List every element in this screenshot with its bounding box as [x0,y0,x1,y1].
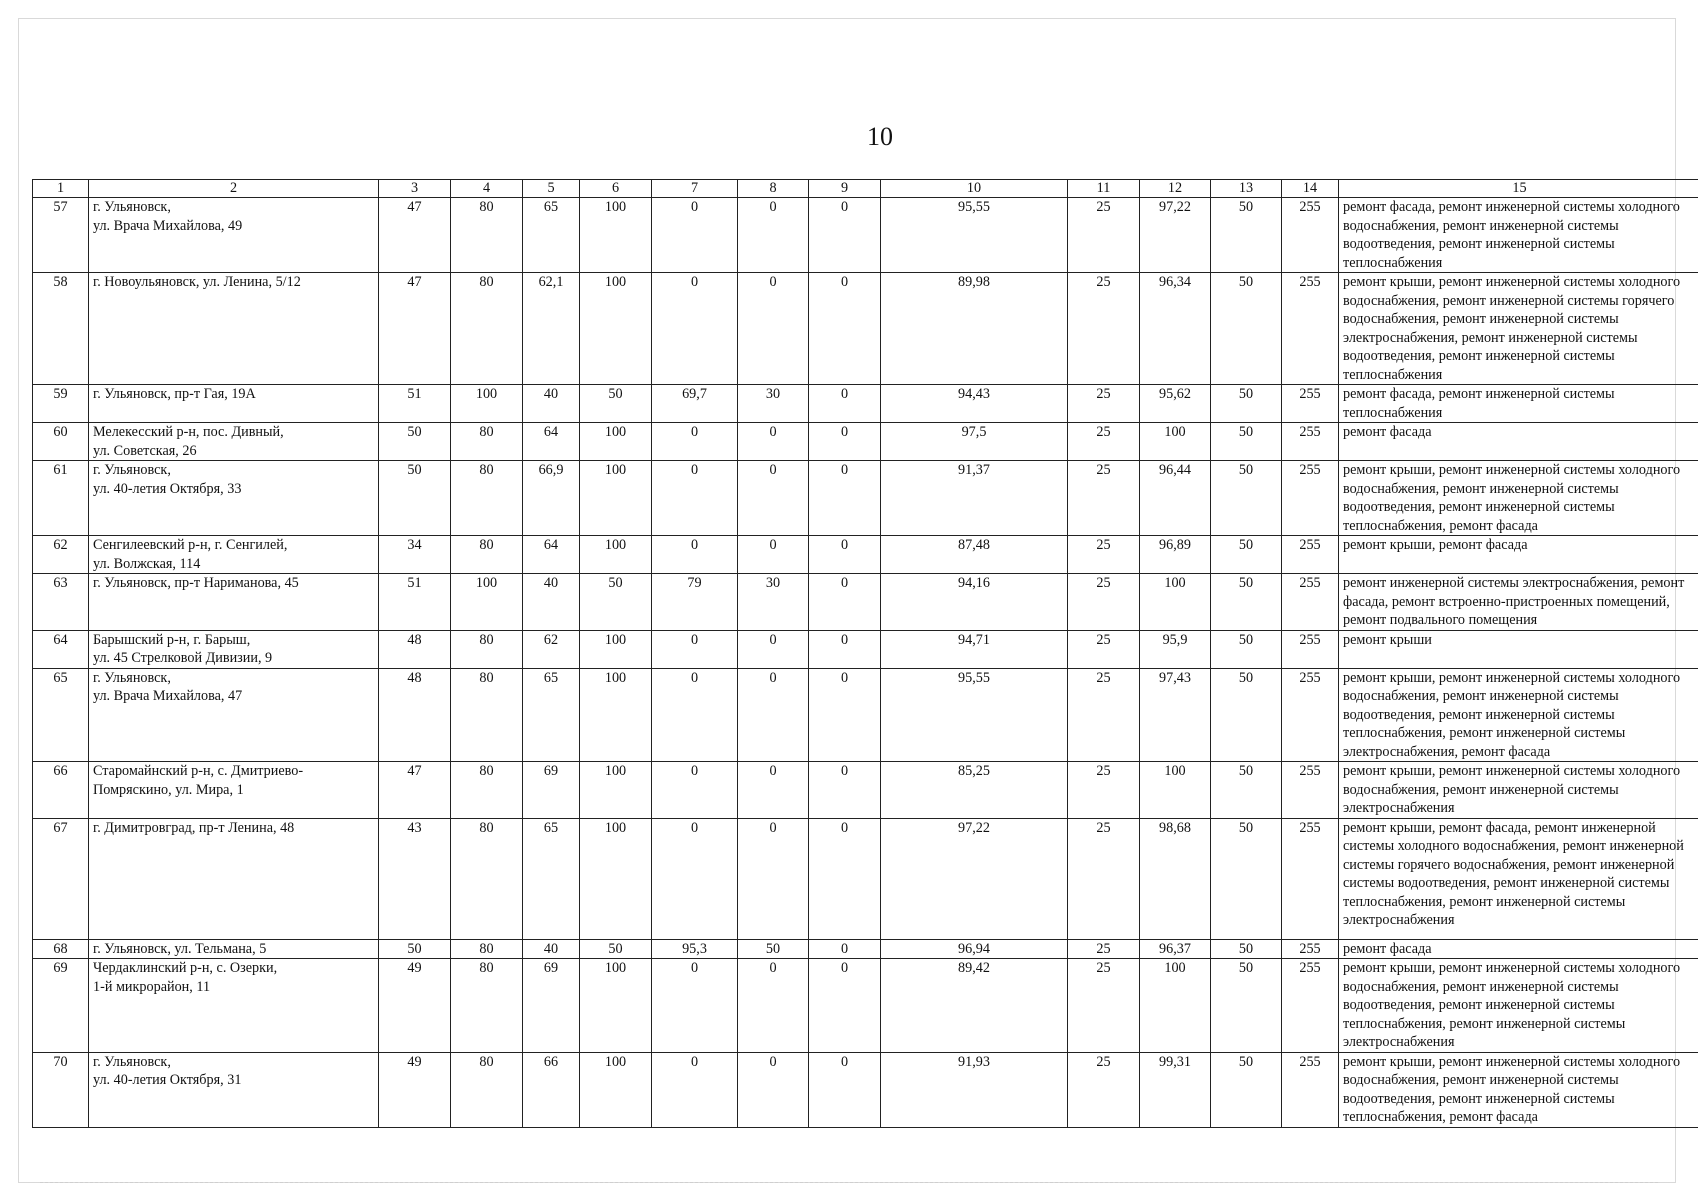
col12-cell: 99,31 [1140,1052,1211,1127]
col10-cell: 95,55 [881,198,1068,273]
col3-cell: 50 [379,423,451,461]
col3-cell: 47 [379,273,451,385]
col11-cell: 25 [1068,959,1140,1053]
col14-cell: 255 [1282,385,1339,423]
col4-cell: 80 [451,939,523,959]
col3-cell: 51 [379,385,451,423]
col5-cell: 66 [523,1052,580,1127]
col3-cell: 47 [379,762,451,819]
col8-cell: 0 [738,668,809,762]
column-header: 8 [738,180,809,198]
address-cell: Сенгилеевский р-н, г. Сенгилей, ул. Волжская, 114 [89,536,379,574]
col6-cell: 100 [580,1052,652,1127]
col8-cell: 0 [738,198,809,273]
col12-cell: 100 [1140,574,1211,631]
col13-cell: 50 [1211,630,1282,668]
column-header: 1 [33,180,89,198]
col9-cell: 0 [809,273,881,385]
col13-cell: 50 [1211,461,1282,536]
col7-cell: 0 [652,536,738,574]
address-cell: Чердаклинский р-н, с. Озерки, 1-й микрорайон, 11 [89,959,379,1053]
col9-cell: 0 [809,818,881,939]
col11-cell: 25 [1068,762,1140,819]
col11-cell: 25 [1068,1052,1140,1127]
col13-cell: 50 [1211,959,1282,1053]
col4-cell: 80 [451,959,523,1053]
col5-cell: 62,1 [523,273,580,385]
col10-cell: 97,22 [881,818,1068,939]
col11-cell: 25 [1068,668,1140,762]
col14-cell: 255 [1282,668,1339,762]
col11-cell: 25 [1068,385,1140,423]
col11-cell: 25 [1068,273,1140,385]
row-number-cell: 65 [33,668,89,762]
col13-cell: 50 [1211,668,1282,762]
col9-cell: 0 [809,959,881,1053]
col4-cell: 80 [451,762,523,819]
column-header: 6 [580,180,652,198]
column-header: 15 [1339,180,1698,198]
col6-cell: 100 [580,668,652,762]
column-header: 13 [1211,180,1282,198]
col5-cell: 40 [523,385,580,423]
table-row [33,818,1698,939]
col12-cell: 96,34 [1140,273,1211,385]
col9-cell: 0 [809,668,881,762]
col8-cell: 50 [738,939,809,959]
col4-cell: 100 [451,574,523,631]
table-row [33,668,1698,762]
col9-cell: 0 [809,630,881,668]
col13-cell: 50 [1211,198,1282,273]
col10-cell: 97,5 [881,423,1068,461]
col4-cell: 80 [451,198,523,273]
col10-cell: 87,48 [881,536,1068,574]
col10-cell: 91,93 [881,1052,1068,1127]
table-row [33,273,1698,385]
table-row [33,198,1698,273]
col6-cell: 100 [580,536,652,574]
col12-cell: 96,89 [1140,536,1211,574]
col13-cell: 50 [1211,939,1282,959]
address-cell: г. Ульяновск, пр-т Гая, 19А [89,385,379,423]
col12-cell: 100 [1140,762,1211,819]
col10-cell: 94,71 [881,630,1068,668]
col8-cell: 0 [738,461,809,536]
works-cell: ремонт крыши, ремонт инженерной системы холодного водоснабжения, ремонт инженерной системы горячего водоснабжения, ремонт инженерной системы электроснабжения, ремонт инженерной системы водоотведения, ремонт инженерной системы теплоснабжения [1339,273,1698,385]
col3-cell: 50 [379,461,451,536]
col14-cell: 255 [1282,536,1339,574]
col11-cell: 25 [1068,630,1140,668]
col10-cell: 94,43 [881,385,1068,423]
col6-cell: 100 [580,423,652,461]
col3-cell: 34 [379,536,451,574]
col8-cell: 0 [738,423,809,461]
table-row [33,1052,1698,1127]
col7-cell: 95,3 [652,939,738,959]
col8-cell: 30 [738,385,809,423]
column-header: 5 [523,180,580,198]
column-header: 3 [379,180,451,198]
col13-cell: 50 [1211,536,1282,574]
page-number: 10 [867,122,893,151]
col5-cell: 69 [523,762,580,819]
column-header: 12 [1140,180,1211,198]
address-cell: г. Ульяновск, ул. 40-летия Октября, 31 [89,1052,379,1127]
col12-cell: 100 [1140,423,1211,461]
col4-cell: 80 [451,461,523,536]
col11-cell: 25 [1068,198,1140,273]
col10-cell: 85,25 [881,762,1068,819]
table-row [33,959,1698,1053]
col6-cell: 100 [580,273,652,385]
row-number-cell: 61 [33,461,89,536]
col11-cell: 25 [1068,939,1140,959]
col4-cell: 80 [451,536,523,574]
col14-cell: 255 [1282,762,1339,819]
col7-cell: 0 [652,762,738,819]
works-cell: ремонт крыши, ремонт инженерной системы холодного водоснабжения, ремонт инженерной системы водоотведения, ремонт инженерной системы теплоснабжения, ремонт фасада [1339,1052,1698,1127]
table-row [33,939,1698,959]
address-cell: г. Ульяновск, ул. Врача Михайлова, 49 [89,198,379,273]
col4-cell: 80 [451,630,523,668]
table-body [33,198,1698,1128]
col12-cell: 97,22 [1140,198,1211,273]
table-row [33,762,1698,819]
col6-cell: 100 [580,818,652,939]
col5-cell: 40 [523,574,580,631]
address-cell: Старомайнский р-н, с. Дмитриево- Помряскино, ул. Мира, 1 [89,762,379,819]
col8-cell: 0 [738,1052,809,1127]
works-cell: ремонт крыши, ремонт инженерной системы холодного водоснабжения, ремонт инженерной системы электроснабжения [1339,762,1698,819]
col14-cell: 255 [1282,423,1339,461]
address-cell: г. Ульяновск, ул. Врача Михайлова, 47 [89,668,379,762]
col12-cell: 98,68 [1140,818,1211,939]
col12-cell: 100 [1140,959,1211,1053]
col8-cell: 0 [738,273,809,385]
address-cell: г. Ульяновск, пр-т Нариманова, 45 [89,574,379,631]
col6-cell: 50 [580,574,652,631]
address-cell: г. Ульяновск, ул. Тельмана, 5 [89,939,379,959]
works-cell: ремонт крыши, ремонт инженерной системы холодного водоснабжения, ремонт инженерной системы водоотведения, ремонт инженерной системы теплоснабжения, ремонт инженерной системы электроснабжения, ремонт фасада [1339,668,1698,762]
col10-cell: 89,42 [881,959,1068,1053]
col12-cell: 97,43 [1140,668,1211,762]
works-cell: ремонт фасада, ремонт инженерной системы теплоснабжения [1339,385,1698,423]
col14-cell: 255 [1282,273,1339,385]
col14-cell: 255 [1282,939,1339,959]
col4-cell: 80 [451,668,523,762]
column-header: 9 [809,180,881,198]
col9-cell: 0 [809,1052,881,1127]
address-cell: г. Новоульяновск, ул. Ленина, 5/12 [89,273,379,385]
col3-cell: 51 [379,574,451,631]
col9-cell: 0 [809,461,881,536]
col10-cell: 96,94 [881,939,1068,959]
col10-cell: 94,16 [881,574,1068,631]
col5-cell: 65 [523,198,580,273]
col7-cell: 0 [652,423,738,461]
col5-cell: 65 [523,818,580,939]
table-row [33,423,1698,461]
table-row [33,461,1698,536]
works-cell: ремонт крыши, ремонт инженерной системы холодного водоснабжения, ремонт инженерной системы водоотведения, ремонт инженерной системы теплоснабжения, ремонт фасада [1339,461,1698,536]
col10-cell: 91,37 [881,461,1068,536]
col5-cell: 40 [523,939,580,959]
col7-cell: 0 [652,461,738,536]
col6-cell: 100 [580,461,652,536]
col8-cell: 0 [738,536,809,574]
col3-cell: 48 [379,668,451,762]
row-number-cell: 66 [33,762,89,819]
col12-cell: 95,62 [1140,385,1211,423]
row-number-cell: 63 [33,574,89,631]
col4-cell: 100 [451,385,523,423]
col5-cell: 69 [523,959,580,1053]
col8-cell: 0 [738,630,809,668]
column-header: 14 [1282,180,1339,198]
col5-cell: 64 [523,536,580,574]
col13-cell: 50 [1211,423,1282,461]
col9-cell: 0 [809,385,881,423]
col9-cell: 0 [809,423,881,461]
col7-cell: 79 [652,574,738,631]
col6-cell: 100 [580,198,652,273]
address-cell: г. Димитровград, пр-т Ленина, 48 [89,818,379,939]
works-cell: ремонт фасада, ремонт инженерной системы холодного водоснабжения, ремонт инженерной системы водоотведения, ремонт инженерной системы теплоснабжения [1339,198,1698,273]
col8-cell: 0 [738,818,809,939]
col12-cell: 95,9 [1140,630,1211,668]
col13-cell: 50 [1211,273,1282,385]
works-cell: ремонт крыши, ремонт фасада [1339,536,1698,574]
col10-cell: 89,98 [881,273,1068,385]
col5-cell: 62 [523,630,580,668]
col9-cell: 0 [809,762,881,819]
column-header: 10 [881,180,1068,198]
column-header: 7 [652,180,738,198]
col4-cell: 80 [451,1052,523,1127]
row-number-cell: 62 [33,536,89,574]
row-number-cell: 59 [33,385,89,423]
register-table [32,179,1698,1128]
col11-cell: 25 [1068,423,1140,461]
col3-cell: 48 [379,630,451,668]
col3-cell: 43 [379,818,451,939]
table-row [33,574,1698,631]
works-cell: ремонт инженерной системы электроснабжения, ремонт фасада, ремонт встроенно-пристроенных помещений, ремонт подвального помещения [1339,574,1698,631]
row-number-cell: 58 [33,273,89,385]
col9-cell: 0 [809,574,881,631]
row-number-cell: 67 [33,818,89,939]
col14-cell: 255 [1282,1052,1339,1127]
col10-cell: 95,55 [881,668,1068,762]
col12-cell: 96,37 [1140,939,1211,959]
col14-cell: 255 [1282,198,1339,273]
col13-cell: 50 [1211,818,1282,939]
col7-cell: 69,7 [652,385,738,423]
col13-cell: 50 [1211,1052,1282,1127]
col14-cell: 255 [1282,818,1339,939]
col7-cell: 0 [652,273,738,385]
address-cell: г. Ульяновск, ул. 40-летия Октября, 33 [89,461,379,536]
address-cell: Мелекесский р-н, пос. Дивный, ул. Советская, 26 [89,423,379,461]
col7-cell: 0 [652,818,738,939]
col3-cell: 47 [379,198,451,273]
bottom-scan-line [40,1182,1658,1183]
col6-cell: 100 [580,630,652,668]
col6-cell: 100 [580,959,652,1053]
col14-cell: 255 [1282,461,1339,536]
col8-cell: 0 [738,762,809,819]
col9-cell: 0 [809,536,881,574]
col14-cell: 255 [1282,630,1339,668]
col4-cell: 80 [451,423,523,461]
row-number-cell: 70 [33,1052,89,1127]
row-number-cell: 60 [33,423,89,461]
header-row [33,180,1698,198]
col12-cell: 96,44 [1140,461,1211,536]
works-cell: ремонт крыши, ремонт фасада, ремонт инженерной системы холодного водоснабжения, ремонт инженерной системы горячего водоснабжения, ремонт инженерной системы водоотведения, ремонт инженерной системы теплоснабжения, ремонт инженерной системы электроснабжения [1339,818,1698,939]
works-cell: ремонт фасада [1339,939,1698,959]
col7-cell: 0 [652,630,738,668]
col5-cell: 66,9 [523,461,580,536]
column-header: 4 [451,180,523,198]
col7-cell: 0 [652,959,738,1053]
column-header: 2 [89,180,379,198]
works-cell: ремонт крыши [1339,630,1698,668]
col3-cell: 49 [379,1052,451,1127]
col11-cell: 25 [1068,536,1140,574]
col11-cell: 25 [1068,574,1140,631]
col9-cell: 0 [809,939,881,959]
table-row [33,536,1698,574]
works-cell: ремонт фасада [1339,423,1698,461]
col11-cell: 25 [1068,461,1140,536]
col6-cell: 100 [580,762,652,819]
col9-cell: 0 [809,198,881,273]
col5-cell: 64 [523,423,580,461]
col7-cell: 0 [652,1052,738,1127]
col5-cell: 65 [523,668,580,762]
col4-cell: 80 [451,818,523,939]
col8-cell: 0 [738,959,809,1053]
address-cell: Барышский р-н, г. Барыш, ул. 45 Стрелковой Дивизии, 9 [89,630,379,668]
row-number-cell: 57 [33,198,89,273]
table-row [33,630,1698,668]
col6-cell: 50 [580,939,652,959]
col4-cell: 80 [451,273,523,385]
col11-cell: 25 [1068,818,1140,939]
table-row [33,385,1698,423]
column-header: 11 [1068,180,1140,198]
col8-cell: 30 [738,574,809,631]
col13-cell: 50 [1211,762,1282,819]
row-number-cell: 69 [33,959,89,1053]
col13-cell: 50 [1211,385,1282,423]
row-number-cell: 64 [33,630,89,668]
col14-cell: 255 [1282,574,1339,631]
col3-cell: 50 [379,939,451,959]
col7-cell: 0 [652,668,738,762]
col3-cell: 49 [379,959,451,1053]
col7-cell: 0 [652,198,738,273]
col13-cell: 50 [1211,574,1282,631]
row-number-cell: 68 [33,939,89,959]
col6-cell: 50 [580,385,652,423]
col14-cell: 255 [1282,959,1339,1053]
works-cell: ремонт крыши, ремонт инженерной системы холодного водоснабжения, ремонт инженерной системы водоотведения, ремонт инженерной системы теплоснабжения, ремонт инженерной системы электроснабжения [1339,959,1698,1053]
